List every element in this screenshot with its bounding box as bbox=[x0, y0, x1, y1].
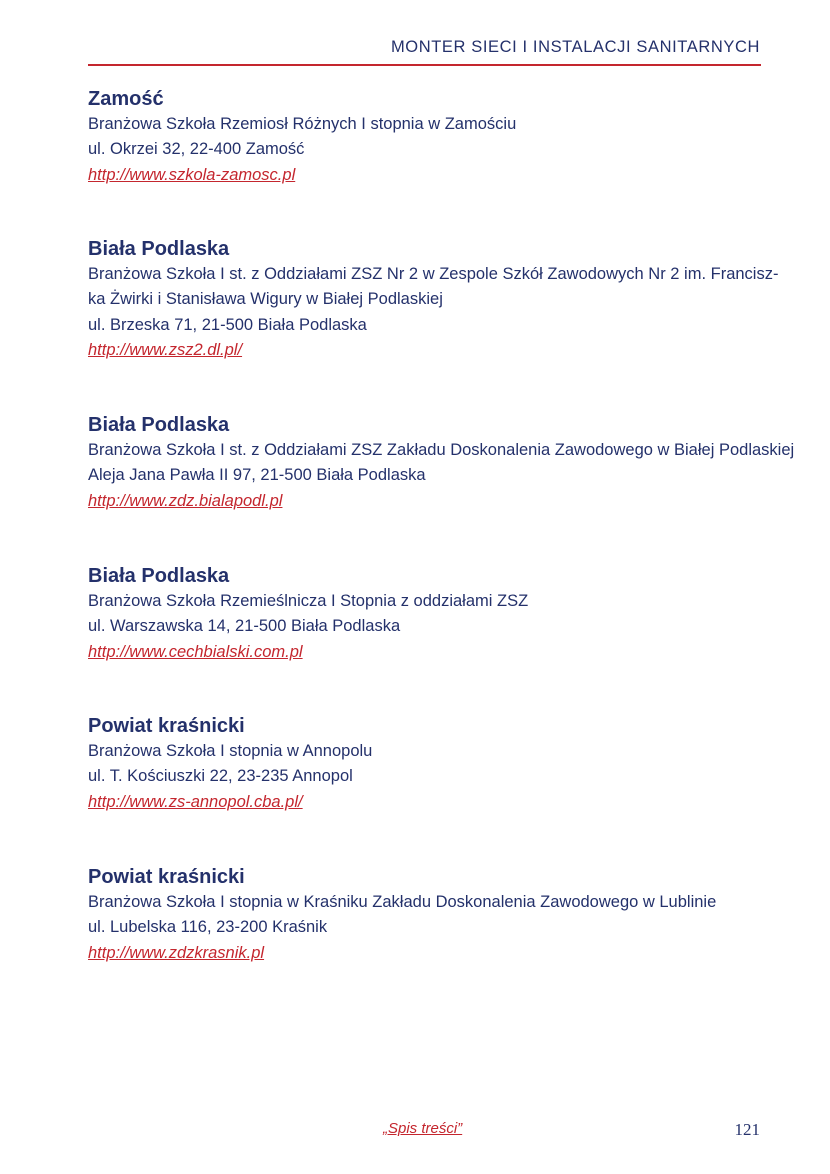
school-entry bbox=[88, 86, 768, 188]
school-entry bbox=[88, 412, 795, 514]
entry-school-name: Branżowa Szkoła I stopnia w Annopolu bbox=[88, 742, 373, 760]
entry-city: Biała Podlaska bbox=[88, 565, 230, 587]
entry-city: Biała Podlaska bbox=[88, 238, 230, 260]
entry-address: ul. Warszawska 14, 21-500 Biała Podlaska bbox=[88, 617, 401, 636]
entry-school-name: Branżowa Szkoła I st. z Oddziałami ZSZ Zakładu Doskonalenia Zawodowego w Białej Podlaskiej bbox=[88, 441, 795, 459]
entry-school-name-cont: ka Żwirki i Stanisława Wigury w Białej Podlaskiej bbox=[88, 290, 443, 309]
school-entry bbox=[88, 713, 768, 815]
entry-website-link[interactable]: http://www.zsz2.dl.pl/ bbox=[88, 340, 243, 359]
entry-city: Biała Podlaska bbox=[88, 414, 230, 436]
entry-address: ul. Brzeska 71, 21-500 Biała Podlaska bbox=[88, 315, 367, 334]
entry-website-link[interactable]: http://www.szkola-zamosc.pl bbox=[88, 165, 296, 184]
entry-school-name: Branżowa Szkoła I st. z Oddziałami ZSZ Nr 2 w Zespole Szkół Zawodowych Nr 2 im. Francisz- bbox=[88, 265, 779, 283]
entry-city: Powiat kraśnicki bbox=[88, 866, 245, 888]
entry-school-name: Branżowa Szkoła Rzemieślnicza I Stopnia z oddziałami ZSZ bbox=[88, 592, 529, 610]
entry-address: ul. T. Kościuszki 22, 23-235 Annopol bbox=[88, 767, 353, 786]
entry-school-name: Branżowa Szkoła I stopnia w Kraśniku Zakładu Doskonalenia Zawodowego w Lublinie bbox=[88, 893, 717, 911]
entry-website-link[interactable]: http://www.zdz.bialapodl.pl bbox=[88, 491, 283, 510]
school-entry bbox=[88, 864, 768, 966]
running-header: MONTER SIECI I INSTALACJI SANITARNYCH bbox=[390, 38, 760, 56]
table-of-contents-link[interactable]: „Spis treści” bbox=[383, 1120, 463, 1137]
school-entry bbox=[88, 563, 768, 665]
entry-city: Zamość bbox=[88, 88, 164, 110]
entry-city: Powiat kraśnicki bbox=[88, 715, 245, 737]
entry-address: Aleja Jana Pawła II 97, 21-500 Biała Podlaska bbox=[88, 466, 426, 485]
entry-school-name: Branżowa Szkoła Rzemiosł Różnych I stopnia w Zamościu bbox=[88, 115, 517, 133]
header-divider bbox=[88, 64, 761, 66]
page-number: 121 bbox=[734, 1120, 760, 1139]
entry-website-link[interactable]: http://www.zdzkrasnik.pl bbox=[88, 943, 265, 962]
entry-website-link[interactable]: http://www.cechbialski.com.pl bbox=[88, 642, 303, 661]
entry-address: ul. Lubelska 116, 23-200 Kraśnik bbox=[88, 918, 328, 937]
entry-website-link[interactable]: http://www.zs-annopol.cba.pl/ bbox=[88, 792, 303, 811]
school-entry bbox=[88, 236, 779, 363]
entry-address: ul. Okrzei 32, 22-400 Zamość bbox=[88, 140, 305, 159]
